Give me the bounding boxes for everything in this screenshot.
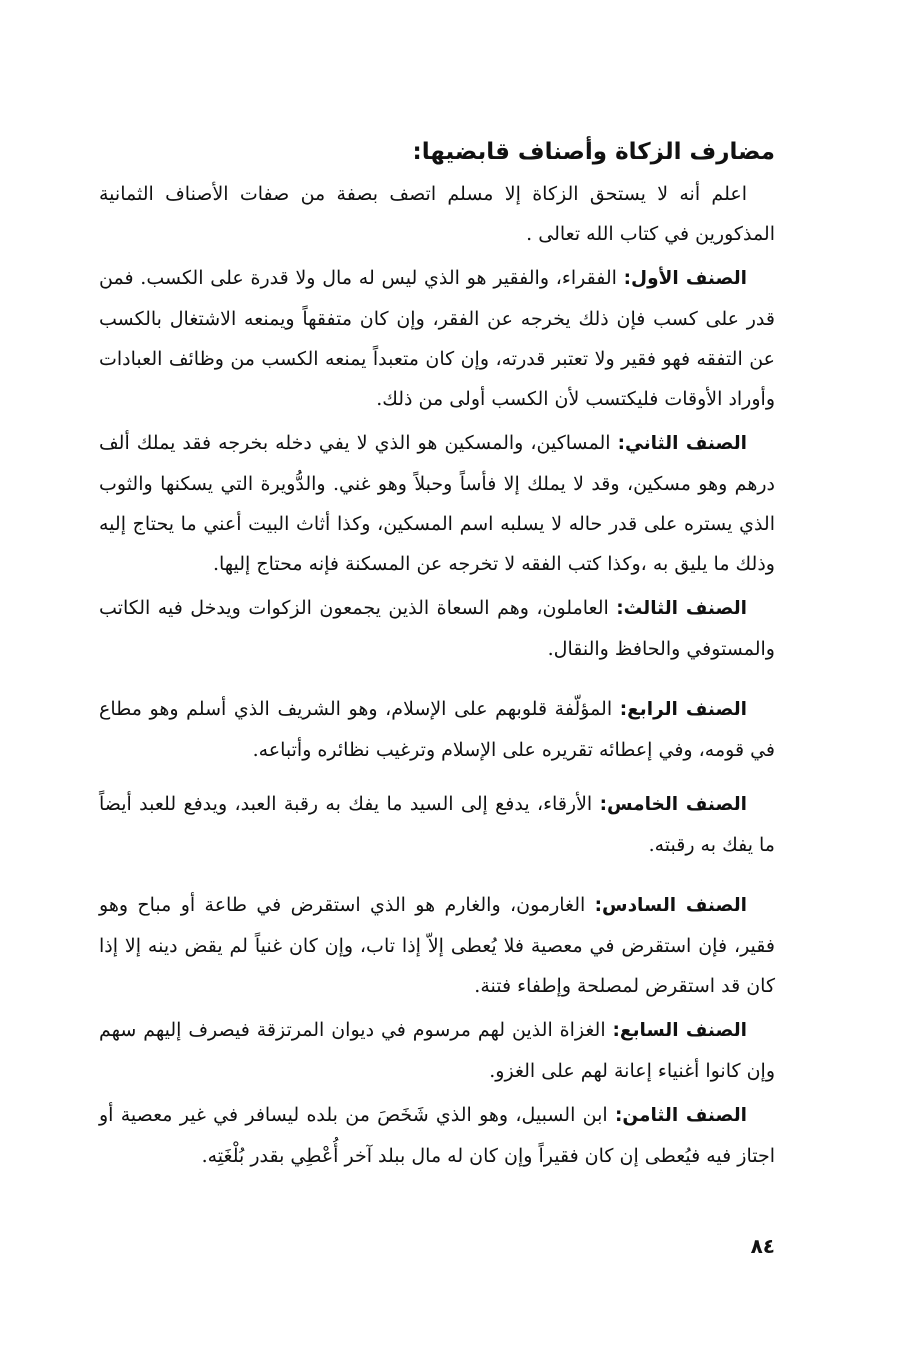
- section-2-label: الصنف الثاني:: [617, 433, 747, 454]
- section-4-label: الصنف الرابع:: [619, 699, 747, 720]
- section-6-text: الغارمون، والغارم هو الذي استقرض في طاعة أو مباح وهو فقير، فإن استقرض في معصية فلا يُعطى إلاّ إذا تاب، وإن كان غنياً لم يقض دينه إلا إذا كان قد استقرض لمصلحة وإطفاء فتنة.: [99, 894, 775, 997]
- section-8: [99, 1095, 775, 1176]
- page-body: [99, 130, 775, 1176]
- section-2: [99, 423, 775, 584]
- section-6-label: الصنف السادس:: [594, 895, 747, 916]
- section-6: [99, 885, 775, 1006]
- section-5: [99, 784, 775, 865]
- section-8-label: الصنف الثامن:: [614, 1105, 747, 1126]
- section-5-text: الأرقاء، يدفع إلى السيد ما يفك به رقبة العبد، ويدفع للعبد أيضاً ما يفك به رقبته.: [99, 793, 775, 856]
- section-1-text: الفقراء، والفقير هو الذي ليس له مال ولا قدرة على الكسب. فمن قدر على كسب فإن ذلك يخرجه عن الفقر، وإن كان متفقهاً ويمنعه الاشتغال بالكسب عن التفقه فهو فقير ولا تعتبر قدرته، وإن كان متعبداً يمنعه الكسب من وظائف العبادات وأوراد الأوقات فليكتسب لأن الكسب أولى من ذلك.: [99, 267, 775, 410]
- section-3: [99, 588, 775, 669]
- section-7-text: الغزاة الذين لهم مرسوم في ديوان المرتزقة فيصرف إليهم سهم وإن كانوا أغنياء إعانة لهم على الغزو.: [99, 1019, 775, 1082]
- section-2-text: المساكين، والمسكين هو الذي لا يفي دخله بخرجه فقد يملك ألف درهم وهو مسكين، وقد لا يملك إلا فأساً وحبلاً وهو غني. والدُّويرة التي يسكنها والثوب الذي يستره على قدر حاله لا يسلبه اسم المسكين، وكذا أثاث البيت أعني ما يحتاج إليه وذلك ما يليق به ،وكذا كتب الفقه لا تخرجه عن المسكنة فإنه محتاج إليها.: [99, 432, 775, 575]
- section-5-label: الصنف الخامس:: [599, 794, 747, 815]
- section-4-text: المؤلّفة قلوبهم على الإسلام، وهو الشريف الذي أسلم وهو مطاع في قومه، وفي إعطائه تقريره على الإسلام وترغيب نظائره وأتباعه.: [99, 698, 775, 761]
- section-4: [99, 689, 775, 770]
- page-title: مضارف الزكاة وأصناف قابضيها:: [412, 139, 775, 165]
- page-number: ٨٤: [750, 1234, 775, 1258]
- section-3-label: الصنف الثالث:: [616, 598, 747, 619]
- section-7: [99, 1010, 775, 1091]
- section-3-text: العاملون، وهم السعاة الذين يجمعون الزكوات ويدخل فيه الكاتب والمستوفي والحافظ والنقال.: [99, 597, 775, 660]
- intro-paragraph: اعلم أنه لا يستحق الزكاة إلا مسلم اتصف بصفة من صفات الأصناف الثمانية المذكورين في كتاب الله تعالى .: [99, 183, 775, 245]
- section-7-label: الصنف السابع:: [612, 1020, 747, 1041]
- section-8-text: ابن السبيل، وهو الذي شَخَصَ من بلده ليسافر في غير معصية أو اجتاز فيه فيُعطى إن كان فقيراً وإن كان له مال ببلد آخر أُعْطِي بقدر بُلْغَتِه.: [99, 1104, 775, 1167]
- section-1-label: الصنف الأول:: [623, 268, 747, 289]
- section-1: [99, 258, 775, 419]
